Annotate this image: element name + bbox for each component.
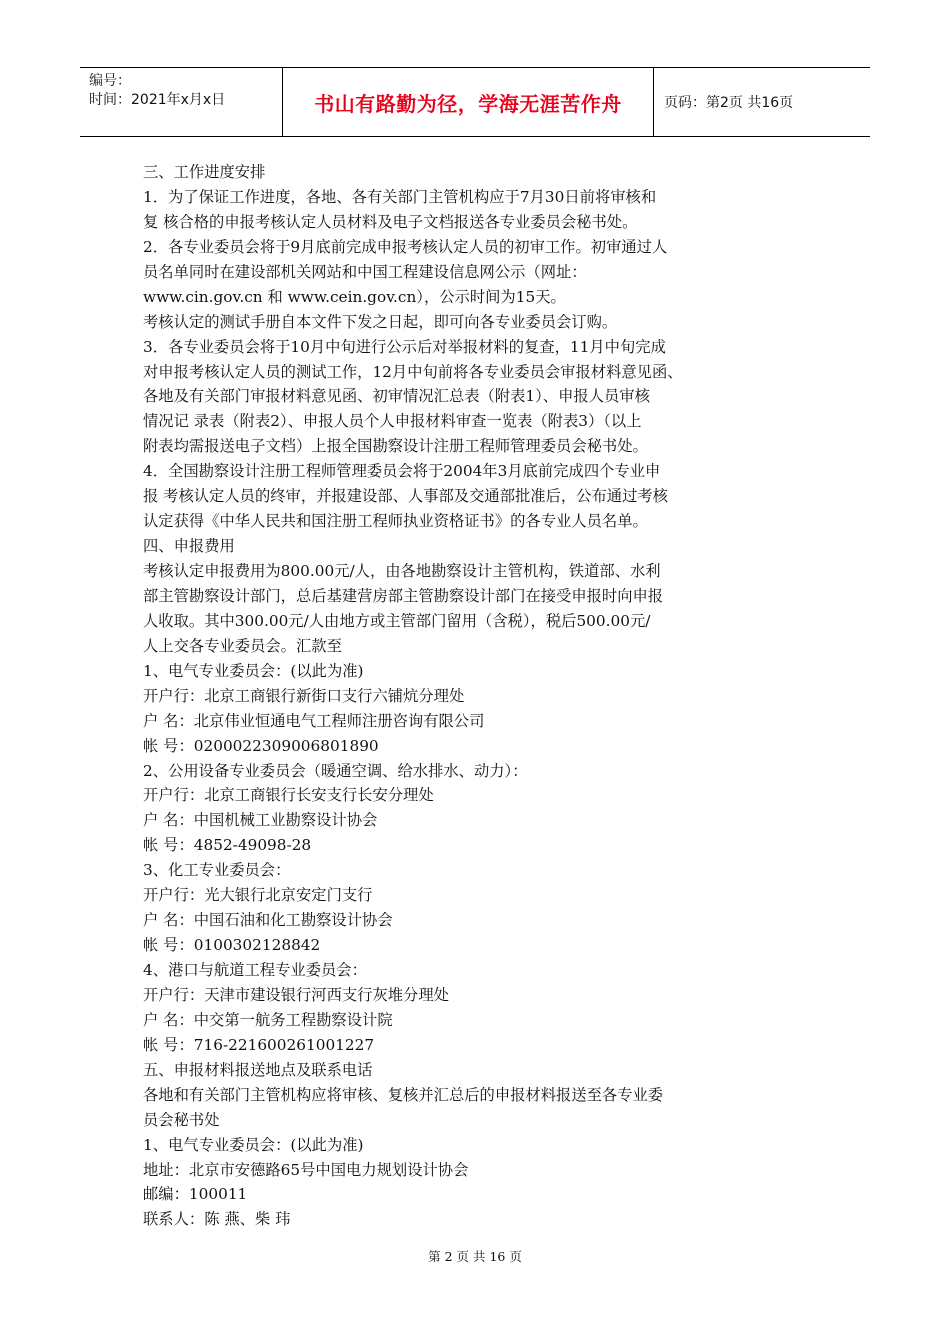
document-number: 编号：	[89, 73, 131, 89]
text-line: 人上交各专业委员会。汇款至	[143, 636, 342, 655]
text-line: 4、港口与航道工程专业委员会：	[143, 961, 367, 979]
text-line: 开户行：北京工商银行长安支行长安分理处	[143, 786, 434, 805]
text-line: 开户行：天津市建设银行河西支行灰堆分理处	[143, 985, 449, 1004]
text-line: 开户行：光大银行北京安定门支行	[143, 886, 373, 905]
header-page-info: 页码：第2页 共16页	[664, 95, 794, 111]
text-line: 帐 号：4852-49098-28	[143, 836, 312, 855]
page-header	[80, 67, 870, 137]
text-line: 联系人：陈 燕、柴 玮	[143, 1210, 291, 1229]
text-line: 认定获得《中华人民共和国注册工程师执业资格证书》的各专业人员名单。	[143, 512, 648, 531]
text-line: 地址：北京市安德路65号中国电力规划设计协会	[143, 1160, 469, 1179]
text-line: 帐 号：0100302128842	[143, 936, 321, 955]
document-date: 时间：2021年x月x日	[89, 92, 226, 108]
text-line: 4．全国勘察设计注册工程师管理委员会将于2004年3月底前完成四个专业申	[143, 462, 661, 481]
text-line: 户 名：中交第一航务工程勘察设计院	[143, 1010, 393, 1029]
text-line: 开户行：北京工商银行新街口支行六铺炕分理处	[143, 686, 465, 705]
document-body	[143, 160, 813, 1232]
text-line: 2、公用设备专业委员会（暖通空调、给水排水、动力）：	[143, 761, 528, 780]
text-line: 员名单同时在建设部机关网站和中国工程建设信息网公示（网址：	[143, 262, 587, 281]
text-line: 2．各专业委员会将于9月底前完成申报考核认定人员的初审工作。初审通过人	[143, 237, 668, 256]
text-line: 五、申报材料报送地点及联系电话	[143, 1060, 373, 1079]
text-line: 报 考核认定人员的终审，并报建设部、人事部及交通部批准后，公布通过考核	[143, 487, 668, 506]
text-line: www.cin.gov.cn 和 www.cein.gov.cn），公示时间为15天。	[143, 287, 566, 306]
text-line: 户 名：中国机械工业勘察设计协会	[143, 811, 378, 830]
text-line: 3、化工专业委员会：	[143, 861, 291, 880]
text-line: 帐 号：0200022309006801890	[143, 736, 379, 755]
text-line: 部主管勘察设计部门，总后基建营房部主管勘察设计部门在接受申报时向申报	[143, 586, 664, 605]
header-meta	[80, 68, 283, 136]
text-line: 复 核合格的申报考核认定人员材料及电子文档报送各专业委员会秘书处。	[143, 212, 638, 231]
text-line: 四、申报费用	[143, 537, 235, 556]
text-line: 情况记 录表（附表2）、申报人员个人申报材料审查一览表（附表3）（以上	[143, 412, 642, 431]
text-line: 对申报考核认定人员的测试工作，12月中旬前将各专业委员会审报材料意见函、	[143, 362, 683, 381]
text-line: 3．各专业委员会将于10月中旬进行公示后对举报材料的复查，11月中旬完成	[143, 337, 666, 356]
text-line: 户 名：北京伟业恒通电气工程师注册咨询有限公司	[143, 711, 485, 730]
text-line: 附表均需报送电子文档）上报全国勘察设计注册工程师管理委员会秘书处。	[143, 437, 648, 456]
text-line: 人收取。其中300.00元/人由地方或主管部门留用（含税），税后500.00元/	[143, 611, 651, 630]
text-line: 各地及有关部门审报材料意见函、初审情况汇总表（附表1）、申报人员审核	[143, 387, 650, 406]
text-line: 三、工作进度安排	[143, 163, 266, 181]
text-line: 1．为了保证工作进度，各地、各有关部门主管机构应于7月30日前将审核和	[143, 187, 657, 206]
text-line: 考核认定申报费用为800.00元/人，由各地勘察设计主管机构，铁道部、水利	[143, 562, 661, 580]
page-footer	[0, 1247, 950, 1265]
header-motto: 书山有路勤为径，学海无涯苦作舟	[283, 68, 654, 136]
page-number: 第 2 页 共 16 页	[428, 1249, 522, 1264]
text-line: 户 名：中国石油和化工勘察设计协会	[143, 911, 393, 930]
text-line: 帐 号：716-221600261001227	[143, 1035, 375, 1054]
text-line: 邮编：100011	[143, 1185, 248, 1204]
text-line: 考核认定的测试手册自本文件下发之日起，即可向各专业委员会订购。	[143, 312, 618, 331]
text-line: 1、电气专业委员会：(以此为准)	[143, 1135, 364, 1154]
text-line: 1、电气专业委员会：(以此为准)	[143, 661, 364, 680]
text-line: 各地和有关部门主管机构应将审核、复核并汇总后的申报材料报送至各专业委	[143, 1085, 664, 1104]
text-line: 员会秘书处	[143, 1110, 220, 1129]
